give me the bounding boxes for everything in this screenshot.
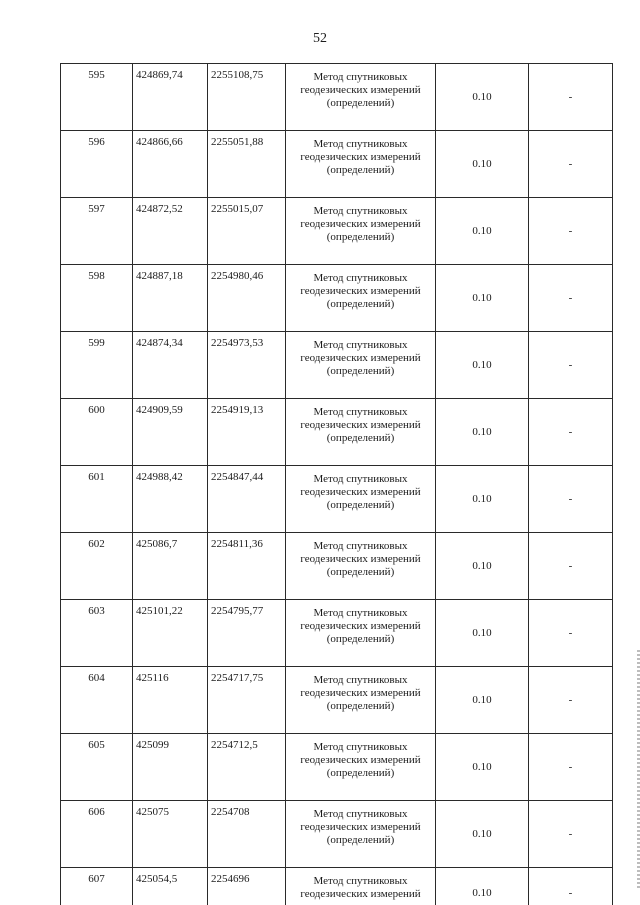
method-cell: [286, 667, 436, 734]
method-text-line1: Метод спутниковых: [313, 473, 408, 485]
table-row: [61, 131, 613, 198]
accuracy-cell: 0.10: [436, 667, 529, 734]
method-text-line3: (определений): [326, 499, 395, 511]
point-number-cell: 597: [61, 198, 133, 265]
accuracy-cell: 0.10: [436, 533, 529, 600]
method-text-line3: (определений): [326, 432, 395, 444]
method-text-line1: Метод спутниковых: [313, 339, 408, 351]
coordinate-y-cell: 2254811,36: [208, 533, 286, 600]
accuracy-cell: 0.10: [436, 734, 529, 801]
method-text-line3: (определений): [326, 834, 395, 846]
method-text-line3: (определений): [326, 633, 395, 645]
point-number-cell: 607: [61, 868, 133, 905]
method-text-line3: (определений): [326, 97, 395, 109]
method-cell: [286, 466, 436, 533]
dash-cell: -: [529, 801, 613, 868]
dash-cell: -: [529, 399, 613, 466]
dash-cell: -: [529, 332, 613, 399]
method-cell: [286, 131, 436, 198]
table-row: [61, 868, 613, 905]
table-row: [61, 734, 613, 801]
table-row: [61, 600, 613, 667]
method-text-line2: геодезических измерений: [300, 620, 421, 632]
method-text-line3: (определений): [326, 164, 395, 176]
coordinate-y-cell: 2254696: [208, 868, 286, 905]
coordinate-y-cell: 2254712,5: [208, 734, 286, 801]
point-number-cell: 606: [61, 801, 133, 868]
method-text-line1: Метод спутниковых: [313, 406, 408, 418]
coordinate-x-cell: 425086,7: [133, 533, 208, 600]
method-cell: [286, 198, 436, 265]
method-text-line2: геодезических измерений: [300, 285, 421, 297]
method-text-line3: (определений): [326, 231, 395, 243]
coordinate-x-cell: 424887,18: [133, 265, 208, 332]
table-row: [61, 265, 613, 332]
accuracy-cell: 0.10: [436, 198, 529, 265]
coordinate-y-cell: 2254919,13: [208, 399, 286, 466]
dash-cell: -: [529, 734, 613, 801]
dash-cell: -: [529, 131, 613, 198]
method-text-line1: Метод спутниковых: [313, 71, 408, 83]
accuracy-cell: 0.10: [436, 131, 529, 198]
method-cell: [286, 734, 436, 801]
coordinate-y-cell: 2254847,44: [208, 466, 286, 533]
point-number-cell: 601: [61, 466, 133, 533]
point-number-cell: 600: [61, 399, 133, 466]
accuracy-cell: 0.10: [436, 868, 529, 905]
table-row: [61, 466, 613, 533]
method-text-line1: Метод спутниковых: [313, 875, 408, 887]
method-cell: [286, 332, 436, 399]
accuracy-cell: 0.10: [436, 399, 529, 466]
method-text-line1: Метод спутниковых: [313, 272, 408, 284]
method-text-line3: (определений): [326, 700, 395, 712]
accuracy-cell: 0.10: [436, 600, 529, 667]
coordinate-x-cell: 424874,34: [133, 332, 208, 399]
method-cell: [286, 600, 436, 667]
method-text-line1: Метод спутниковых: [313, 674, 408, 686]
accuracy-cell: 0.10: [436, 332, 529, 399]
method-text-line2: геодезических измерений: [300, 419, 421, 431]
coordinate-y-cell: 2254980,46: [208, 265, 286, 332]
table-row: [61, 533, 613, 600]
dash-cell: -: [529, 533, 613, 600]
point-number-cell: 595: [61, 64, 133, 131]
method-text-line1: Метод спутниковых: [313, 138, 408, 150]
method-text-line2: геодезических измерений: [300, 553, 421, 565]
dash-cell: -: [529, 466, 613, 533]
method-text-line1: Метод спутниковых: [313, 205, 408, 217]
point-number-cell: 599: [61, 332, 133, 399]
coordinate-x-cell: 425099: [133, 734, 208, 801]
table-body: [61, 64, 613, 905]
accuracy-cell: 0.10: [436, 801, 529, 868]
method-cell: [286, 265, 436, 332]
coordinate-x-cell: 425116: [133, 667, 208, 734]
coordinate-x-cell: 425101,22: [133, 600, 208, 667]
table-row: [61, 64, 613, 131]
point-number-cell: 598: [61, 265, 133, 332]
method-text-line1: Метод спутниковых: [313, 808, 408, 820]
coordinate-y-cell: 2255051,88: [208, 131, 286, 198]
method-cell: [286, 868, 436, 905]
method-text-line3: (определений): [326, 566, 395, 578]
point-number-cell: 596: [61, 131, 133, 198]
coordinate-y-cell: 2254717,75: [208, 667, 286, 734]
coordinate-y-cell: 2254795,77: [208, 600, 286, 667]
point-number-cell: 604: [61, 667, 133, 734]
method-cell: [286, 399, 436, 466]
point-number-cell: 602: [61, 533, 133, 600]
coordinate-y-cell: 2254973,53: [208, 332, 286, 399]
accuracy-cell: 0.10: [436, 64, 529, 131]
coordinate-x-cell: 424866,66: [133, 131, 208, 198]
method-text-line1: Метод спутниковых: [313, 540, 408, 552]
coordinate-x-cell: 424869,74: [133, 64, 208, 131]
method-text-line3: (определений): [326, 365, 395, 377]
method-cell: [286, 801, 436, 868]
method-text-line2: геодезических измерений: [300, 151, 421, 163]
method-text-line2: геодезических измерений: [300, 486, 421, 498]
coordinate-y-cell: 2254708: [208, 801, 286, 868]
accuracy-cell: 0.10: [436, 265, 529, 332]
table-row: [61, 332, 613, 399]
method-text-line2: геодезических измерений: [300, 687, 421, 699]
method-text-line2: геодезических измерений: [300, 84, 421, 96]
method-text-line2: геодезических измерений: [300, 754, 421, 766]
coordinates-table: [60, 63, 613, 905]
dash-cell: -: [529, 64, 613, 131]
coordinate-x-cell: 425075: [133, 801, 208, 868]
coordinate-x-cell: 424988,42: [133, 466, 208, 533]
method-cell: [286, 64, 436, 131]
coordinate-y-cell: 2255108,75: [208, 64, 286, 131]
method-text-line2: геодезических измерений: [300, 821, 421, 833]
dash-cell: -: [529, 600, 613, 667]
method-text-line3: (определений): [326, 298, 395, 310]
table-row: [61, 399, 613, 466]
dash-cell: -: [529, 667, 613, 734]
table-row: [61, 667, 613, 734]
coordinate-x-cell: 425054,5: [133, 868, 208, 905]
table-row: [61, 198, 613, 265]
coordinate-x-cell: 424872,52: [133, 198, 208, 265]
point-number-cell: 605: [61, 734, 133, 801]
page-number: 52: [313, 31, 327, 46]
method-text-line3: (определений): [326, 767, 395, 779]
point-number-cell: 603: [61, 600, 133, 667]
method-text-line1: Метод спутниковых: [313, 741, 408, 753]
coordinate-x-cell: 424909,59: [133, 399, 208, 466]
dash-cell: -: [529, 265, 613, 332]
coordinate-y-cell: 2255015,07: [208, 198, 286, 265]
dash-cell: -: [529, 868, 613, 905]
method-text-line2: геодезических измерений: [300, 218, 421, 230]
method-cell: [286, 533, 436, 600]
table-row: [61, 801, 613, 868]
method-text-line2: геодезических измерений: [300, 352, 421, 364]
method-text-line2: геодезических измерений: [300, 888, 421, 900]
method-text-line1: Метод спутниковых: [313, 607, 408, 619]
dash-cell: -: [529, 198, 613, 265]
accuracy-cell: 0.10: [436, 466, 529, 533]
